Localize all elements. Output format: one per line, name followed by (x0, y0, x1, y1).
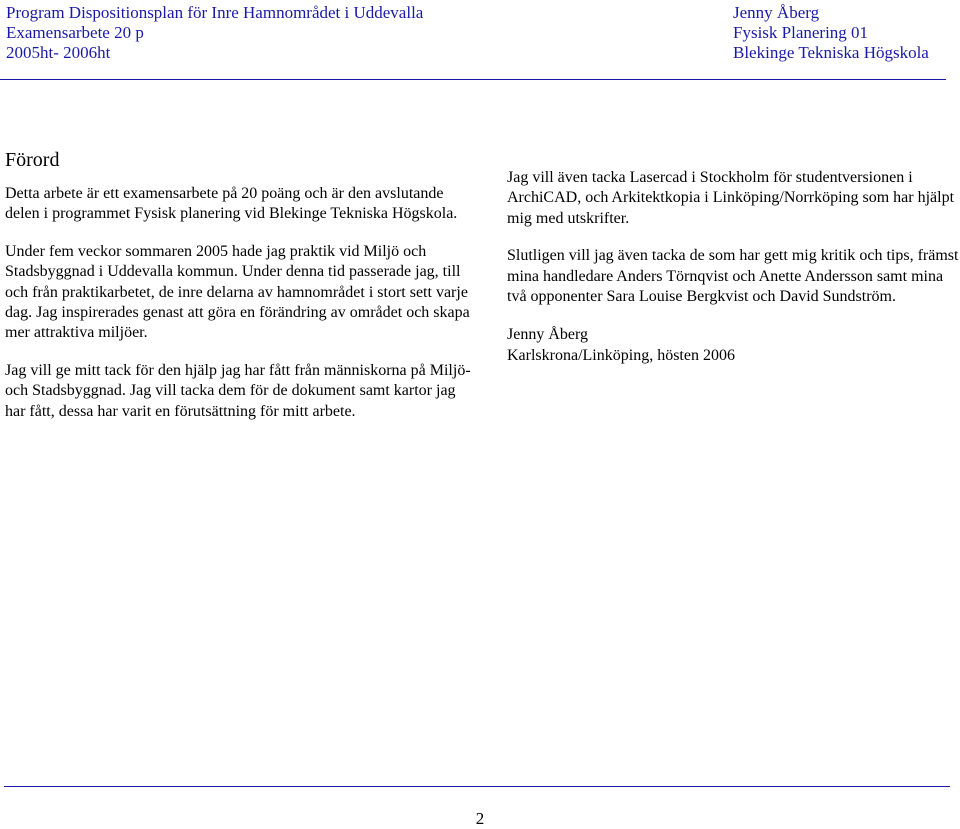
signature-block (507, 325, 959, 366)
signature-name: Jenny Åberg (507, 326, 589, 344)
signature-place-date: Karlskrona/Linköping, hösten 2006 (507, 346, 735, 364)
right-column (507, 168, 959, 366)
header-document-title: Program Dispositionsplan för Inre Hamnområdet i Uddevalla (6, 3, 424, 22)
header-author: Jenny Åberg (733, 3, 820, 22)
header-course: Examensarbete 20 p (6, 23, 144, 42)
paragraph-software-thanks: Jag vill även tacka Lasercad i Stockholm för studentversionen i ArchiCAD, och Arkitektkopia i Linköping/Norrköping som har hjälpt mig med utskrifter. (507, 169, 955, 227)
header-divider (0, 79, 946, 80)
header-right (733, 3, 929, 63)
left-column (5, 148, 475, 439)
header-program: Fysisk Planering 01 (733, 23, 869, 42)
paragraph-internship: Under fem veckor sommaren 2005 hade jag praktik vid Miljö och Stadsbyggnad i Uddevalla kommun. Under denna tid passerade jag, till och från praktikarbetet, de inre delarna av hamnområdet i stort sett varje dag. Jag inspirerades genast att göra en förändring av området och skapa mer attraktiva miljöer. (5, 242, 470, 342)
header-school: Blekinge Tekniska Högskola (733, 43, 929, 62)
section-heading: Förord (5, 149, 60, 171)
paragraph-intro: Detta arbete är ett examensarbete på 20 poäng och är den avslutande delen i programmet Fysisk planering vid Blekinge Tekniska Högskola. (5, 185, 458, 223)
header-term: 2005ht- 2006ht (6, 43, 111, 62)
footer-divider (4, 786, 950, 787)
paragraph-thanks: Jag vill ge mitt tack för den hjälp jag har fått från människorna på Miljö- och Stadsbyggnad. Jag vill tacka dem för de dokument samt kartor jag har fått, dessa har varit en förutsättning för mitt arbete. (5, 361, 471, 420)
paragraph-supervisors-thanks: Slutligen vill jag även tacka de som har gett mig kritik och tips, främst mina handledare Anders Törnqvist och Anette Andersson samt mina två opponenter Sara Louise Bergkvist och David Sundström. (507, 247, 959, 306)
header-left (6, 3, 423, 63)
page-number: 2 (475, 809, 485, 828)
